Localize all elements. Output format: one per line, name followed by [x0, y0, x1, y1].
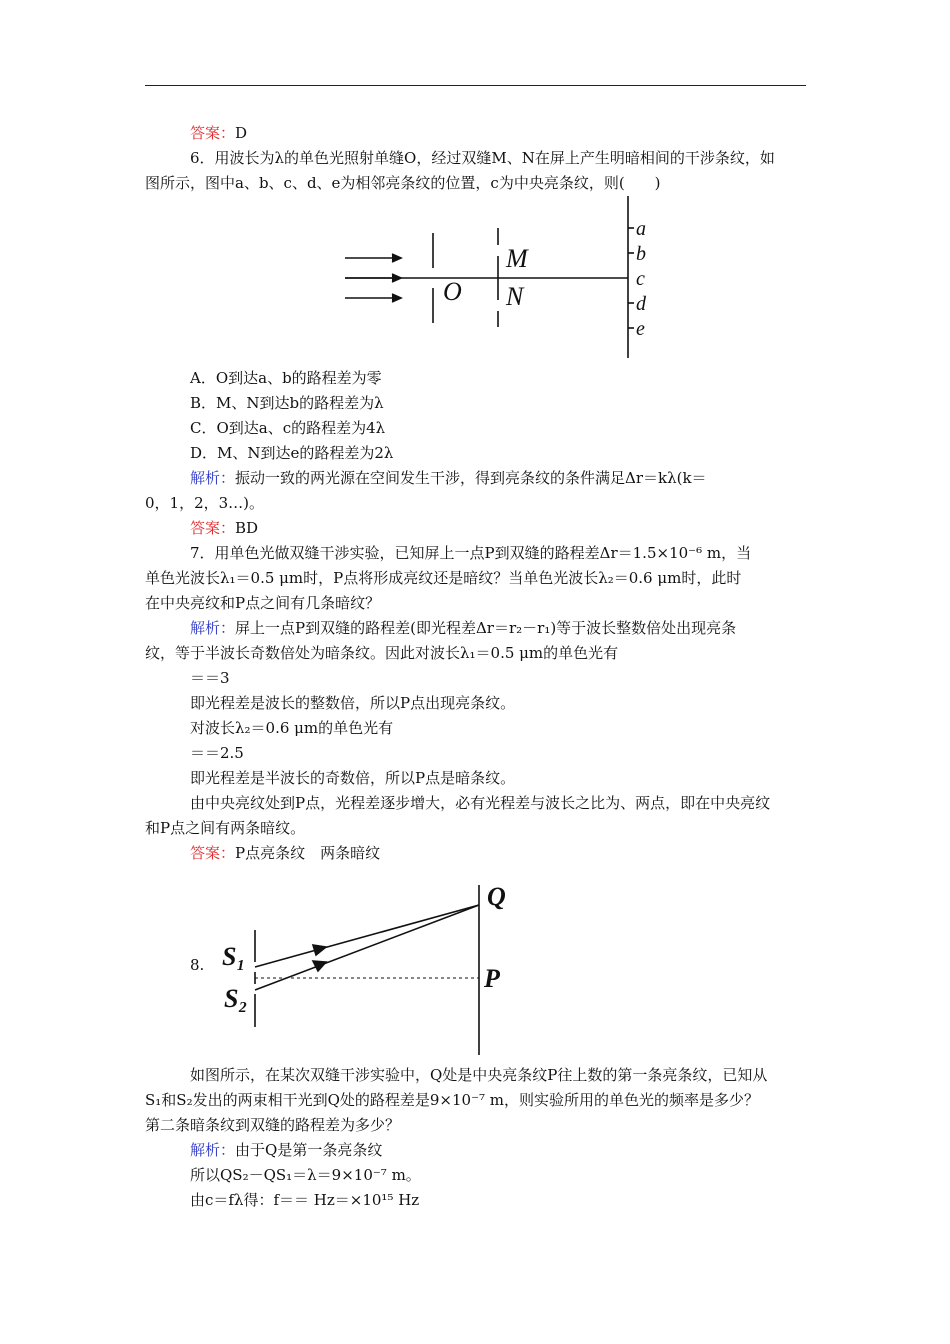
answer-label: 答案：	[190, 844, 236, 862]
q8-line: 第二条暗条纹到双缝的路程差为多少？	[145, 1116, 401, 1134]
answer-value: BD	[235, 519, 259, 537]
analysis-label: 解析：	[190, 1141, 236, 1159]
analysis-label: 解析：	[190, 469, 236, 487]
answer-label: 答案：	[190, 519, 236, 537]
analysis-text: 振动一致的两光源在空间发生干涉，得到亮条纹的条件满足Δr＝kλ(k＝	[235, 469, 707, 487]
q8-analysis-line: 所以QS₂－QS₁＝λ＝9×10⁻⁷ m。	[190, 1166, 421, 1184]
answer-label: 答案：	[190, 124, 236, 142]
q7-analysis-line: 对波长λ₂＝0.6 μm的单色光有	[190, 719, 394, 737]
fringe-b-label: b	[636, 243, 646, 265]
q7-analysis-line: 纹，等于半波长奇数倍处为暗条纹。因此对波长λ₁＝0.5 μm的单色光有	[145, 644, 619, 662]
q8-line: 如图所示，在某次双缝干涉实验中，Q处是中央亮条纹P往上数的第一条亮条纹，已知从	[190, 1066, 768, 1084]
q7-analysis-line: 和P点之间有两条暗纹。	[145, 819, 306, 837]
q6-option-d: D．M、N到达e的路程差为2λ	[190, 444, 394, 462]
slit-m-label: M	[506, 244, 528, 273]
q8-analysis	[190, 1140, 382, 1160]
figure-sources-screen	[255, 885, 479, 1055]
q6-line: 6．用波长为λ的单色光照射单缝O，经过双缝M、N在屏上产生明暗相间的干涉条纹，如	[190, 149, 775, 167]
q7-analysis-line: 由中央亮纹处到P点，光程差逐步增大，必有光程差与波长之比为、两点，即在中央亮纹	[190, 794, 771, 812]
slit-n-label: N	[506, 282, 524, 311]
q7-line: 单色光波长λ₁＝0.5 μm时，P点将形成亮纹还是暗纹？当单色光波长λ₂＝0.6 μm时，此时	[145, 569, 742, 587]
analysis-text: 由于Q是第一条亮条纹	[235, 1141, 383, 1159]
q8-line: S₁和S₂发出的两束相干光到Q处的路程差是9×10⁻⁷ m，则实验所用的单色光的频率是多少？	[145, 1091, 760, 1109]
q8-analysis-line: 由c＝fλ得：f＝＝ Hz＝×10¹⁵ Hz	[190, 1191, 420, 1209]
figure-double-slit-apparatus	[345, 196, 634, 358]
q7-analysis-line: ＝＝3	[190, 669, 230, 687]
q7-analysis-line: 即光程差是半波长的奇数倍，所以P点是暗条纹。	[190, 769, 516, 787]
q6-option-a: A．O到达a、b的路程差为零	[190, 369, 382, 387]
fringe-c-label: c	[636, 268, 645, 290]
q7-line: 在中央亮纹和P点之间有几条暗纹？	[145, 594, 381, 612]
fringe-e-label: e	[636, 318, 645, 340]
point-q-label: Q	[487, 882, 506, 911]
q6-line: 图所示，图中a、b、c、d、e为相邻亮条纹的位置，c为中央亮条纹，则( )	[145, 174, 661, 192]
source-s2-label: S₂	[224, 984, 248, 1013]
analysis-label: 解析：	[190, 619, 236, 637]
point-p-label: P	[484, 964, 500, 993]
fringe-d-label: d	[636, 293, 646, 315]
q6-analysis-line: 0，1，2，3…)。	[145, 494, 265, 512]
q8-number: 8.	[190, 956, 205, 974]
q7-analysis	[190, 618, 736, 638]
slit-o-label: O	[443, 277, 462, 306]
q6-analysis	[190, 468, 707, 488]
fringe-a-label: a	[636, 218, 646, 240]
q6-answer	[190, 518, 258, 538]
q6-option-b: B．M、N到达b的路程差为λ	[190, 394, 384, 412]
q7-answer	[190, 843, 380, 863]
q7-analysis-line: ＝＝2.5	[190, 744, 244, 762]
q6-option-c: C．O到达a、c的路程差为4λ	[190, 419, 386, 437]
answer-value: D	[235, 124, 248, 142]
source-s1-label: S₁	[222, 942, 246, 971]
q7-line: 7．用单色光做双缝干涉实验，已知屏上一点P到双缝的路程差Δr＝1.5×10⁻⁶ m，当	[190, 544, 752, 562]
analysis-text: 屏上一点P到双缝的路程差(即光程差Δr＝r₂－r₁)等于波长整数倍处出现亮条	[235, 619, 737, 637]
answer-value: P点亮条纹 两条暗纹	[235, 844, 381, 862]
q7-analysis-line: 即光程差是波长的整数倍，所以P点出现亮条纹。	[190, 694, 516, 712]
